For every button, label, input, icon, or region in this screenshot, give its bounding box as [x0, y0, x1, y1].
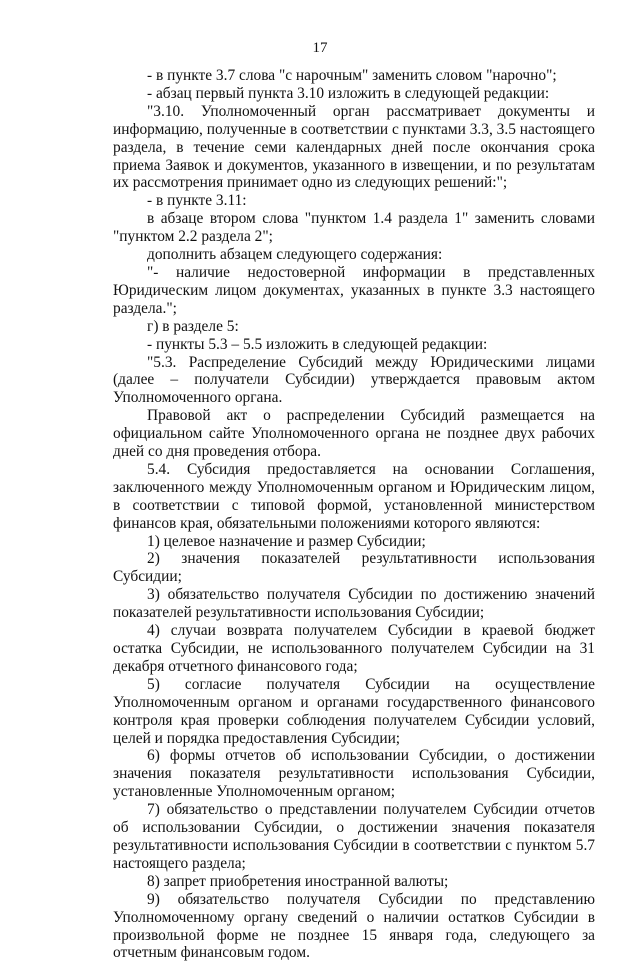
- paragraph: 1) целевое назначение и размер Субсидии;: [147, 532, 426, 550]
- paragraph: 6) формы отчетов об использовании Субсидии, о достижении значения показателя результативности использования Субсидии, установленные Уполномоченным органом;: [113, 747, 595, 801]
- paragraph: - в пункте 3.11:: [147, 192, 247, 210]
- paragraph: "5.3. Распределение Субсидий между Юридическими лицами (далее – получатели Субсидии) утверждается правовым актом Уполномоченного органа.: [113, 353, 595, 407]
- paragraph: г) в разделе 5:: [147, 317, 239, 335]
- paragraph: "3.10. Уполномоченный орган рассматривает документы и информацию, полученные в соответствии с пунктами 3.3, 3.5 настоящего раздела, в течение семи календарных дней после окончания срока приема Заявок и документов, указанного в извещении, и по результатам их рассмотрения принимает одно из следующих решений:";: [113, 102, 595, 192]
- paragraph: Правовой акт о распределении Субсидий размещается на официальном сайте Уполномоченного органа не позднее двух рабочих дней со дня проведения отбора.: [113, 407, 595, 461]
- paragraph: 9) обязательство получателя Субсидии по представлению Уполномоченному органу сведений о наличии остатков Субсидии в произвольной форме не позднее 15 января года, следующего за отчетным финансовым годом.: [113, 890, 595, 962]
- document-body: [113, 67, 595, 962]
- paragraph: - пункты 5.3 – 5.5 изложить в следующей редакции:: [147, 335, 488, 353]
- paragraph: 8) запрет приобретения иностранной валюты;: [147, 872, 449, 890]
- paragraph: 5) согласие получателя Субсидии на осуществление Уполномоченным органом и органами государственного финансового контроля края проверки соблюдения получателем Субсидии условий, целей и порядка предоставления Субсидии;: [113, 675, 595, 747]
- paragraph: 4) случаи возврата получателем Субсидии в краевой бюджет остатка Субсидии, не использованного получателем Субсидии на 31 декабря отчетного финансового года;: [113, 622, 595, 675]
- paragraph: 3) обязательство получателя Субсидии по достижению значений показателей результативности использования Субсидии;: [113, 586, 595, 622]
- paragraph: дополнить абзацем следующего содержания:: [147, 246, 443, 264]
- paragraph: "- наличие недостоверной информации в представленных Юридическим лицом документах, указанных в пункте 3.3 настоящего раздела.";: [113, 263, 595, 317]
- paragraph: - в пункте 3.7 слова "с нарочным" заменить словом "нарочно";: [147, 67, 557, 84]
- paragraph: 2) значения показателей результативности использования Субсидии;: [113, 550, 595, 586]
- paragraph: - абзац первый пункта 3.10 изложить в следующей редакции:: [147, 84, 550, 102]
- page-number: 17: [312, 40, 328, 56]
- paragraph: 7) обязательство о представлении получателем Субсидии отчетов об использовании Субсидии, о достижении значения показателя результативности использования Субсидии в соответствии с пунктом 5.7 настоящего раздела;: [113, 801, 595, 872]
- paragraph: 5.4. Субсидия предоставляется на основании Соглашения, заключенного между Уполномоченным органом и Юридическим лицом, в соответствии с типовой формой, установленной министерством финансов края, обязательными положениями которого являются:: [113, 460, 595, 532]
- paragraph: в абзаце втором слова "пунктом 1.4 раздела 1" заменить словами "пунктом 2.2 раздела 2";: [113, 210, 595, 246]
